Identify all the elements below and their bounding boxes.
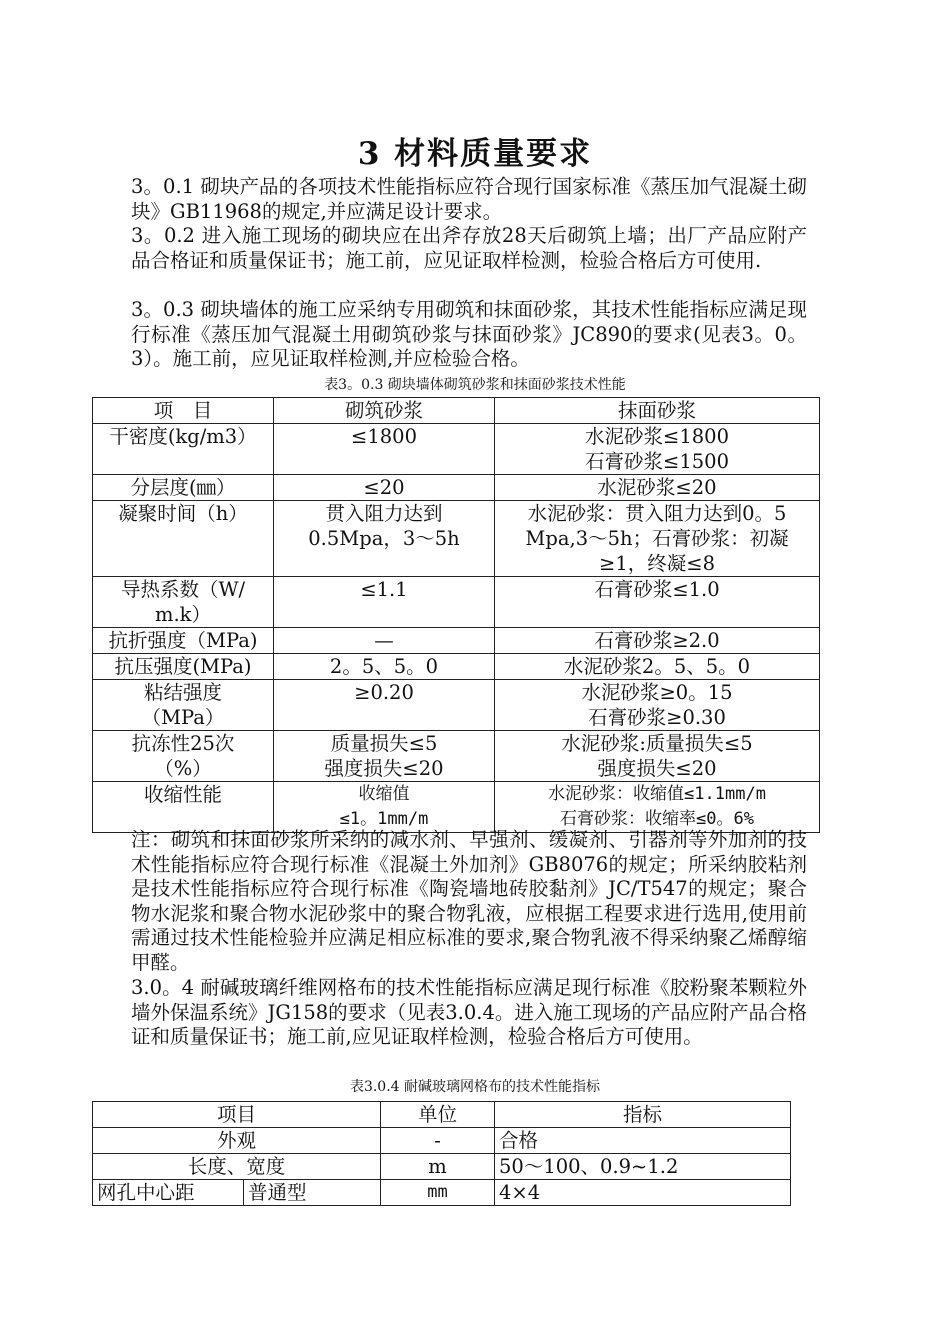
item-cell <box>93 424 274 475</box>
paragraph-3-0-1: 3。0.1 砌块产品的各项技术性能指标应符合现行国家标准《蒸压加气混凝土砌块》GB11968的规定,并应满足设计要求。 <box>131 175 807 223</box>
cell-line: ≤1.1 <box>360 578 408 601</box>
table-row <box>93 475 820 501</box>
plaster-cell <box>495 501 820 577</box>
cell-line: 分层度(㎜） <box>130 476 236 499</box>
paragraph-3-0-2: 3。0.2 进入施工现场的砌块应在出斧存放28天后砌筑上墙；出厂产品应附产品合格证和质量保证书；施工前，应见证取样检测，检验合格后方可使用. <box>131 224 807 272</box>
table-row <box>93 654 820 680</box>
cell-line: 强度损失≤20 <box>597 757 717 780</box>
plaster-cell <box>495 628 820 654</box>
table-row <box>93 731 820 782</box>
cell-line: 质量损失≤5 <box>330 732 438 755</box>
unit-cell: - <box>381 1128 495 1154</box>
cell-line: 强度损失≤20 <box>324 757 444 780</box>
table-header-row <box>93 398 820 424</box>
masonry-cell <box>274 475 495 501</box>
item-cell <box>93 731 274 782</box>
cell-line: ≤20 <box>363 476 405 499</box>
paragraph-3-0-3: 3。0.3 砌块墙体的施工应采纳专用砌筑和抹面砂浆，其技术性能指标应满足现行标准《蒸压加气混凝土用砌筑砂浆与抹面砂浆》JC890的要求(见表3。0。3）。施工前，应见证取样检测,并应检验合格。 <box>131 298 807 370</box>
masonry-cell <box>274 654 495 680</box>
cell-line: — <box>374 629 394 652</box>
subitem-cell: 普通型 <box>244 1180 381 1206</box>
table-row <box>93 424 820 475</box>
header-unit: 单位 <box>381 1102 495 1128</box>
table-row <box>93 501 820 577</box>
plaster-cell <box>495 782 820 833</box>
cell-line: 0.5Mpa，3～5h <box>308 527 460 550</box>
value-cell: 4×4 <box>495 1180 791 1206</box>
item-cell <box>93 654 274 680</box>
plaster-cell <box>495 475 820 501</box>
cell-line: 水泥砂浆≥0。15 <box>581 681 733 704</box>
table1-caption: 表3。0.3 砌块墙体砌筑砂浆和抹面砂浆技术性能 <box>324 377 626 393</box>
item-cell <box>93 782 274 833</box>
cell-line: ≥1，终凝≤8 <box>599 552 715 575</box>
header-value: 指标 <box>495 1102 791 1128</box>
header-masonry-mortar: 砌筑砂浆 <box>274 398 495 424</box>
plaster-cell <box>495 654 820 680</box>
cell-line: 收缩值 <box>358 784 410 804</box>
cell-line: 水泥砂浆2。5、5。0 <box>563 655 751 678</box>
plaster-cell <box>495 424 820 475</box>
unit-cell: mm <box>381 1180 495 1206</box>
cell-line: ≤1800 <box>351 425 417 448</box>
mesh-performance-table <box>92 1101 791 1206</box>
masonry-cell <box>274 731 495 782</box>
item-cell <box>93 680 274 731</box>
masonry-cell <box>274 577 495 628</box>
table-row <box>93 1180 791 1206</box>
table1-note: 注：砌筑和抹面砂浆所采纳的减水剂、早强剂、缓凝剂、引器剂等外加剂的技术性能指标应符合现行标准《混凝土外加剂》GB8076的规定；所采纳胶粘剂是技术性能指标应符合现行标准《陶瓷墙地砖胶黏剂》JC/T547的规定；聚合物水泥浆和聚合物水泥砂浆中的聚合物乳液，应根据工程要求进行选用,使用前需通过技术性能检验并应满足相应标准的要求,聚合物乳液不得采纳聚乙烯醇缩甲醛。 <box>131 828 807 974</box>
table-row <box>93 782 820 833</box>
cell-line: 干密度(kg/m3） <box>109 425 257 448</box>
cell-line: ≤1。1mm/m <box>339 809 429 829</box>
cell-line: 抗压强度(MPa) <box>114 655 252 678</box>
cell-line: Mpa,3～5h；石膏砂浆：初凝 <box>525 527 789 550</box>
item-cell: 网孔中心距 <box>93 1180 244 1206</box>
table-row <box>93 577 820 628</box>
table-row <box>93 680 820 731</box>
cell-line: 水泥砂浆≤1800 <box>585 425 729 448</box>
header-plaster-mortar: 抹面砂浆 <box>495 398 820 424</box>
plaster-cell <box>495 680 820 731</box>
cell-line: 导热系数（W/ <box>120 578 246 601</box>
item-cell <box>93 577 274 628</box>
item-cell: 长度、宽度 <box>93 1154 381 1180</box>
masonry-cell <box>274 501 495 577</box>
cell-line: 水泥砂浆：贯入阻力达到0。5 <box>527 502 787 525</box>
plaster-cell <box>495 731 820 782</box>
cell-line: 抗折强度（MPa) <box>108 629 258 652</box>
table2-caption: 表3.0.4 耐碱玻璃网格布的技术性能指标 <box>349 1079 601 1095</box>
cell-line: ≥0.20 <box>354 681 414 704</box>
item-cell <box>93 475 274 501</box>
cell-line: 石膏砂浆≥2.0 <box>594 629 720 652</box>
cell-line: （%） <box>154 757 212 780</box>
value-cell: 合格 <box>495 1128 791 1154</box>
section-title: 3 材料质量要求 <box>357 136 593 172</box>
table-header-row <box>93 1102 791 1128</box>
mortar-performance-table <box>92 397 820 833</box>
masonry-cell <box>274 628 495 654</box>
table-row <box>93 1128 791 1154</box>
cell-line: 石膏砂浆：收缩率≤0。6% <box>560 809 754 829</box>
cell-line: m.k） <box>154 603 211 626</box>
cell-line: 石膏砂浆≤1.0 <box>594 578 720 601</box>
plaster-cell <box>495 577 820 628</box>
cell-line: 抗冻性25次 <box>131 732 235 755</box>
item-cell <box>93 628 274 654</box>
cell-line: 水泥砂浆：收缩值≤1.1mm/m <box>548 784 766 804</box>
masonry-cell <box>274 424 495 475</box>
masonry-cell <box>274 680 495 731</box>
header-item: 项目 <box>93 1102 381 1128</box>
table-row <box>93 1154 791 1180</box>
cell-line: 贯入阻力达到 <box>325 502 443 525</box>
cell-line: 粘结强度 <box>143 681 222 704</box>
cell-line: 收缩性能 <box>143 783 222 806</box>
value-cell: 50～100、0.9~1.2 <box>495 1154 791 1180</box>
cell-line: 石膏砂浆≤1500 <box>585 450 729 473</box>
item-cell: 外观 <box>93 1128 381 1154</box>
cell-line: 石膏砂浆≥0.30 <box>588 706 726 729</box>
cell-line: 水泥砂浆:质量损失≤5 <box>561 732 753 755</box>
unit-cell: m <box>381 1154 495 1180</box>
paragraph-3-0-4: 3.0。4 耐碱玻璃纤维网格布的技术性能指标应满足现行标准《胶粉聚苯颗粒外墙外保温系统》JG158的要求（见表3.0.4。进入施工现场的产品应附产品合格证和质量保证书；施工前,应见证取样检测，检验合格后方可使用。 <box>131 976 807 1048</box>
cell-line: 水泥砂浆≤20 <box>597 476 717 499</box>
table-row <box>93 628 820 654</box>
cell-line: （MPa） <box>141 706 225 729</box>
cell-line: 2。5、5。0 <box>329 655 439 678</box>
cell-line: 凝聚时间（h） <box>118 502 248 525</box>
header-item: 项 目 <box>93 398 274 424</box>
masonry-cell <box>274 782 495 833</box>
item-cell <box>93 501 274 577</box>
